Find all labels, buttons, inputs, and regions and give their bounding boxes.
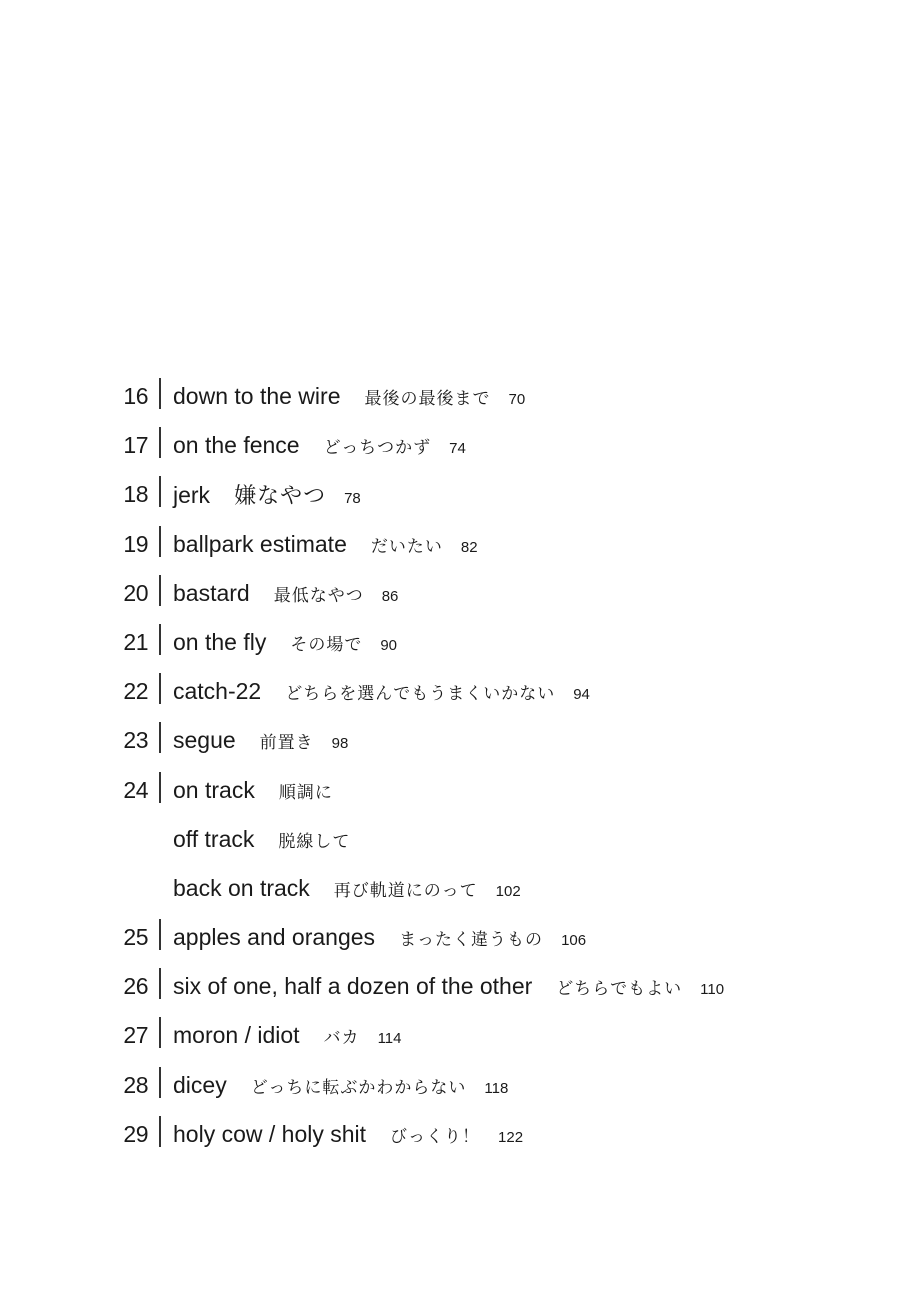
entry-text [173, 775, 333, 805]
entry-text [173, 824, 350, 854]
entry-text [173, 922, 586, 952]
divider [159, 378, 161, 409]
entry-number: 17 [123, 432, 148, 459]
japanese-meaning: 再び軌道にのって [333, 880, 478, 901]
japanese-meaning: 順調に [278, 782, 333, 803]
page-number: 78 [344, 490, 361, 508]
entry-number: 24 [123, 776, 148, 803]
japanese-meaning: どちらを選んでもうまくいかない [285, 684, 556, 705]
english-phrase: down to the wire [173, 383, 341, 409]
page-number: 74 [449, 440, 466, 458]
page-number: 98 [331, 735, 349, 753]
entry-text [173, 725, 348, 755]
japanese-meaning: 脱線して [278, 831, 351, 852]
japanese-meaning: まったく違うもの [399, 930, 544, 951]
toc-entry [0, 618, 900, 667]
page-number: 118 [484, 1079, 509, 1097]
toc-entry [0, 913, 900, 962]
japanese-meaning: どちらでもよい [556, 979, 683, 1000]
entry-text [173, 1119, 523, 1149]
entry-number: 19 [123, 530, 148, 557]
japanese-meaning: 最低なやつ [273, 585, 364, 606]
entry-text [173, 627, 397, 657]
entry-text [173, 873, 521, 903]
toc-entry [0, 716, 900, 765]
english-phrase: apples and oranges [173, 924, 376, 951]
japanese-meaning: びっくり！ [390, 1126, 481, 1147]
divider [159, 1017, 161, 1048]
toc-entry [0, 864, 900, 913]
japanese-meaning: バカ [323, 1028, 360, 1049]
english-phrase: off track [173, 825, 255, 852]
japanese-meaning: どっちに転ぶかわからない [250, 1077, 467, 1098]
toc-entry [0, 667, 900, 716]
entry-number: 20 [123, 579, 148, 606]
entry-number: 16 [123, 383, 148, 409]
page-number: 90 [380, 636, 398, 654]
entry-text [173, 578, 398, 608]
japanese-meaning: 前置き [259, 733, 314, 754]
divider [159, 575, 161, 606]
divider [159, 772, 161, 803]
entry-number: 26 [123, 973, 148, 1000]
english-phrase: on the fence [173, 432, 300, 459]
entry-text [173, 529, 478, 559]
english-phrase: segue [173, 727, 236, 754]
english-phrase: moron / idiot [173, 1022, 300, 1049]
entry-number: 25 [123, 924, 148, 951]
entry-number: 22 [123, 678, 148, 705]
japanese-meaning: だいたい [370, 536, 443, 557]
entry-text [173, 430, 466, 460]
toc-entry [0, 1110, 900, 1159]
english-phrase: on track [173, 776, 255, 803]
english-phrase: dicey [173, 1071, 227, 1098]
page-number: 94 [573, 686, 590, 704]
toc-entry [0, 520, 900, 569]
divider [159, 673, 161, 704]
divider [159, 624, 161, 655]
entry-text [173, 1070, 508, 1100]
japanese-meaning: 嫌なやつ [234, 484, 327, 510]
entry-text [173, 381, 525, 411]
page-number: 106 [561, 932, 587, 950]
page-number: 70 [508, 391, 526, 408]
english-phrase: back on track [173, 874, 310, 901]
japanese-meaning: その場で [290, 634, 363, 655]
japanese-meaning: どっちつかず [323, 438, 432, 459]
page-number: 102 [495, 882, 521, 900]
english-phrase: jerk [173, 482, 211, 509]
entry-text [173, 676, 590, 706]
toc-entry [0, 1011, 900, 1060]
toc-entry [0, 372, 900, 421]
divider [159, 1067, 161, 1098]
divider [159, 526, 161, 557]
entry-text [173, 971, 724, 1001]
toc-entry [0, 1061, 900, 1110]
english-phrase: catch-22 [173, 678, 262, 705]
table-of-contents [0, 372, 900, 1159]
entry-number: 28 [123, 1071, 148, 1098]
toc-entry [0, 421, 900, 470]
page-number: 86 [381, 587, 399, 605]
english-phrase: six of one, half a dozen of the other [173, 973, 533, 1000]
toc-entry [0, 470, 900, 519]
english-phrase: on the fly [173, 628, 267, 655]
toc-entry [0, 569, 900, 618]
page-number: 114 [377, 1030, 402, 1048]
page-number: 110 [700, 981, 725, 999]
toc-entry [0, 962, 900, 1011]
entry-number: 29 [123, 1120, 148, 1147]
entry-text [173, 1020, 401, 1050]
japanese-meaning: 最後の最後まで [364, 389, 491, 409]
entry-number: 18 [123, 481, 148, 508]
divider [159, 968, 161, 999]
english-phrase: holy cow / holy shit [173, 1120, 367, 1147]
entry-number: 21 [123, 628, 148, 655]
toc-entry [0, 815, 900, 864]
page-number: 122 [498, 1128, 524, 1146]
toc-entry [0, 766, 900, 815]
divider [159, 427, 161, 458]
divider [159, 919, 161, 950]
entry-text [173, 479, 361, 510]
entry-number: 27 [123, 1022, 148, 1049]
divider [159, 722, 161, 753]
english-phrase: ballpark estimate [173, 530, 347, 557]
page-number: 82 [460, 538, 478, 556]
divider [159, 1116, 161, 1147]
entry-number: 23 [123, 727, 148, 754]
english-phrase: bastard [173, 579, 250, 606]
divider [159, 476, 161, 507]
